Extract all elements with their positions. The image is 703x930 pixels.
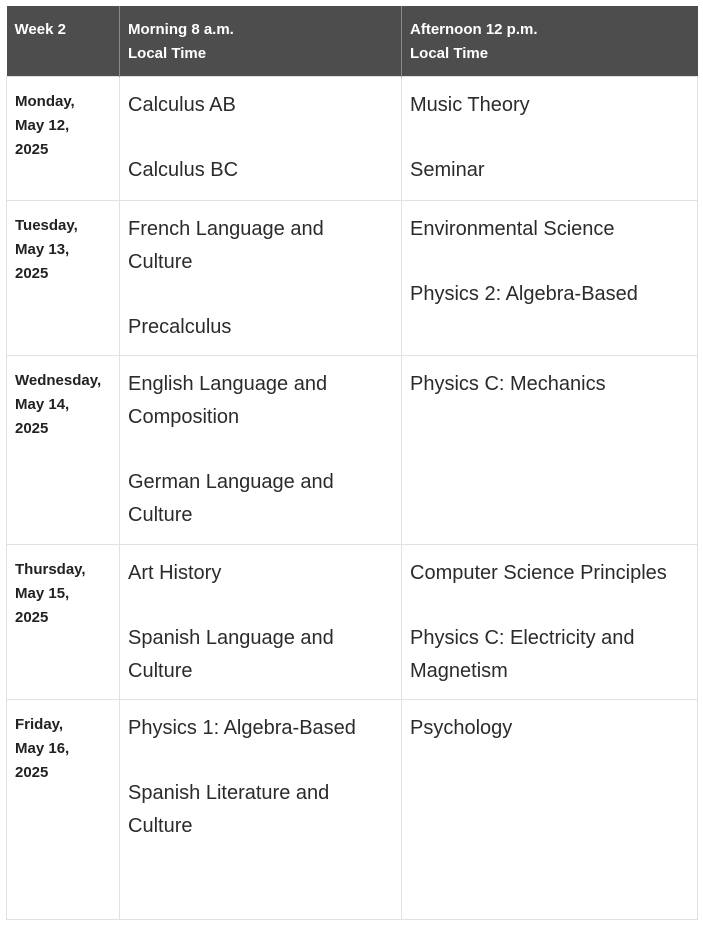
header-row [7, 6, 698, 77]
day-year: 2025 [15, 609, 49, 626]
morning-cell [120, 356, 402, 545]
exam-name: Physics 1: Algebra-Based [128, 717, 356, 739]
day-name: Wednesday, [15, 372, 102, 389]
exam-name: German Language and Culture [128, 471, 334, 526]
day-date: May 13, [15, 241, 70, 258]
exam-name: Computer Science Principles [410, 562, 667, 584]
exam-name: Physics C: Electricity and Magnetism [410, 627, 635, 682]
day-cell [7, 700, 120, 920]
day-year: 2025 [15, 265, 49, 282]
day-date: May 12, [15, 117, 70, 134]
table-row [7, 356, 698, 545]
afternoon-cell [402, 77, 698, 201]
day-name: Tuesday, [15, 217, 78, 234]
exam-name: Calculus AB [128, 94, 236, 116]
week-label: Week 2 [14, 21, 66, 38]
exam-name: Psychology [410, 717, 513, 739]
table-body [7, 77, 698, 920]
day-name: Friday, [15, 716, 64, 733]
day-cell [7, 356, 120, 545]
exam-schedule-table [6, 6, 698, 920]
day-cell [7, 201, 120, 356]
day-cell [7, 77, 120, 201]
day-year: 2025 [15, 764, 49, 781]
morning-cell [120, 201, 402, 356]
day-cell [7, 545, 120, 700]
exam-name: Seminar [410, 159, 485, 181]
exam-name: Art History [128, 562, 222, 584]
day-name: Thursday, [15, 561, 86, 578]
exam-name: Spanish Literature and Culture [128, 782, 330, 837]
exam-name: English Language and Composition [128, 373, 328, 428]
table-row [7, 201, 698, 356]
table-row [7, 545, 698, 700]
table-header [7, 6, 698, 77]
exam-name: Calculus BC [128, 159, 239, 181]
exam-name: Precalculus [128, 316, 232, 338]
morning-cell [120, 700, 402, 920]
exam-name: Physics C: Mechanics [410, 373, 606, 395]
morning-zone-label: Local Time [128, 45, 207, 62]
day-year: 2025 [15, 141, 49, 158]
morning-cell [120, 545, 402, 700]
table-row [7, 700, 698, 920]
morning-cell [120, 77, 402, 201]
afternoon-time-label: Afternoon 12 p.m. [410, 21, 538, 38]
day-date: May 16, [15, 740, 70, 757]
header-morning [120, 6, 402, 77]
header-afternoon [402, 6, 698, 77]
afternoon-cell [402, 201, 698, 356]
exam-name: Music Theory [410, 94, 530, 116]
morning-time-label: Morning 8 a.m. [128, 21, 234, 38]
day-date: May 14, [15, 396, 70, 413]
exam-name: Environmental Science [410, 218, 615, 240]
afternoon-cell [402, 356, 698, 545]
afternoon-zone-label: Local Time [410, 45, 489, 62]
day-date: May 15, [15, 585, 70, 602]
table-row [7, 77, 698, 201]
afternoon-cell [402, 545, 698, 700]
day-year: 2025 [15, 420, 49, 437]
exam-name: French Language and Culture [128, 218, 324, 273]
header-week [7, 6, 120, 77]
exam-name: Physics 2: Algebra-Based [410, 283, 638, 305]
afternoon-cell [402, 700, 698, 920]
exam-name: Spanish Language and Culture [128, 627, 334, 682]
day-name: Monday, [15, 93, 75, 110]
